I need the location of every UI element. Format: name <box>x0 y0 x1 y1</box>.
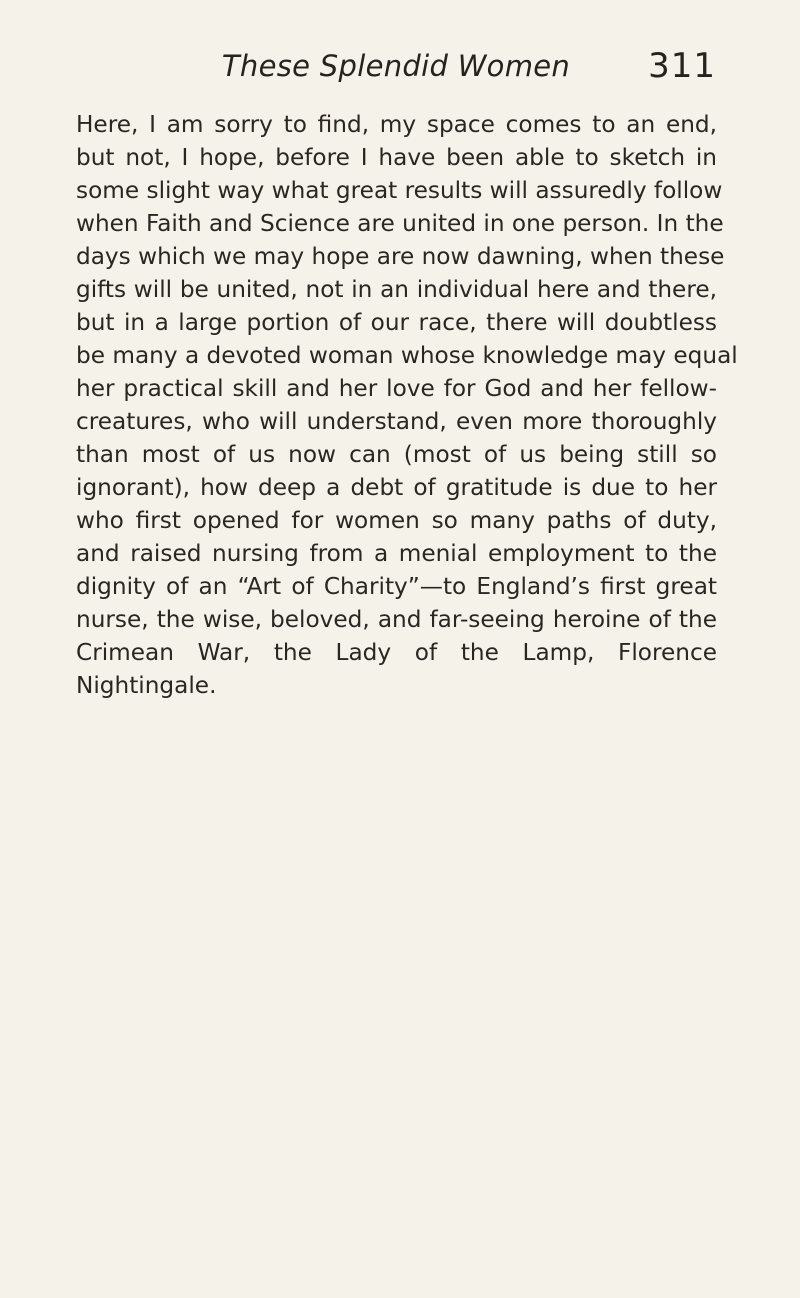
text-line: than most of us now can (most of us being still so <box>76 441 717 468</box>
body-paragraph <box>76 108 738 702</box>
running-head <box>76 42 716 90</box>
text-line: some slight way what great results will assuredly follow <box>76 177 723 204</box>
page-number: 311 <box>648 46 716 86</box>
text-line: when Faith and Science are united in one person. In the <box>76 210 724 237</box>
text-line: dignity of an “Art of Charity”—to England’s first great <box>76 573 717 600</box>
text-line: gifts will be united, not in an individual here and there, <box>76 276 717 303</box>
text-line: days which we may hope are now dawning, when these <box>76 243 725 270</box>
text-line: who first opened for women so many paths of duty, <box>76 507 717 534</box>
text-line: nurse, the wise, beloved, and far-seeing heroine of the <box>76 606 717 633</box>
text-line: but in a large portion of our race, there will doubtless <box>76 309 717 336</box>
text-line: Here, I am sorry to find, my space comes to an end, <box>76 111 717 138</box>
text-line: ignorant), how deep a debt of gratitude is due to her <box>76 474 717 501</box>
text-line: her practical skill and her love for God and her fellow- <box>76 375 717 402</box>
running-head-title: These Splendid Women <box>221 49 571 83</box>
text-line: Nightingale. <box>76 672 217 699</box>
text-line: creatures, who will understand, even more thoroughly <box>76 408 717 435</box>
text-line: but not, I hope, before I have been able to sketch in <box>76 144 717 171</box>
text-line: and raised nursing from a menial employment to the <box>76 540 717 567</box>
text-line: be many a devoted woman whose knowledge may equal <box>76 342 738 369</box>
text-line: Crimean War, the Lady of the Lamp, Florence <box>76 639 717 666</box>
